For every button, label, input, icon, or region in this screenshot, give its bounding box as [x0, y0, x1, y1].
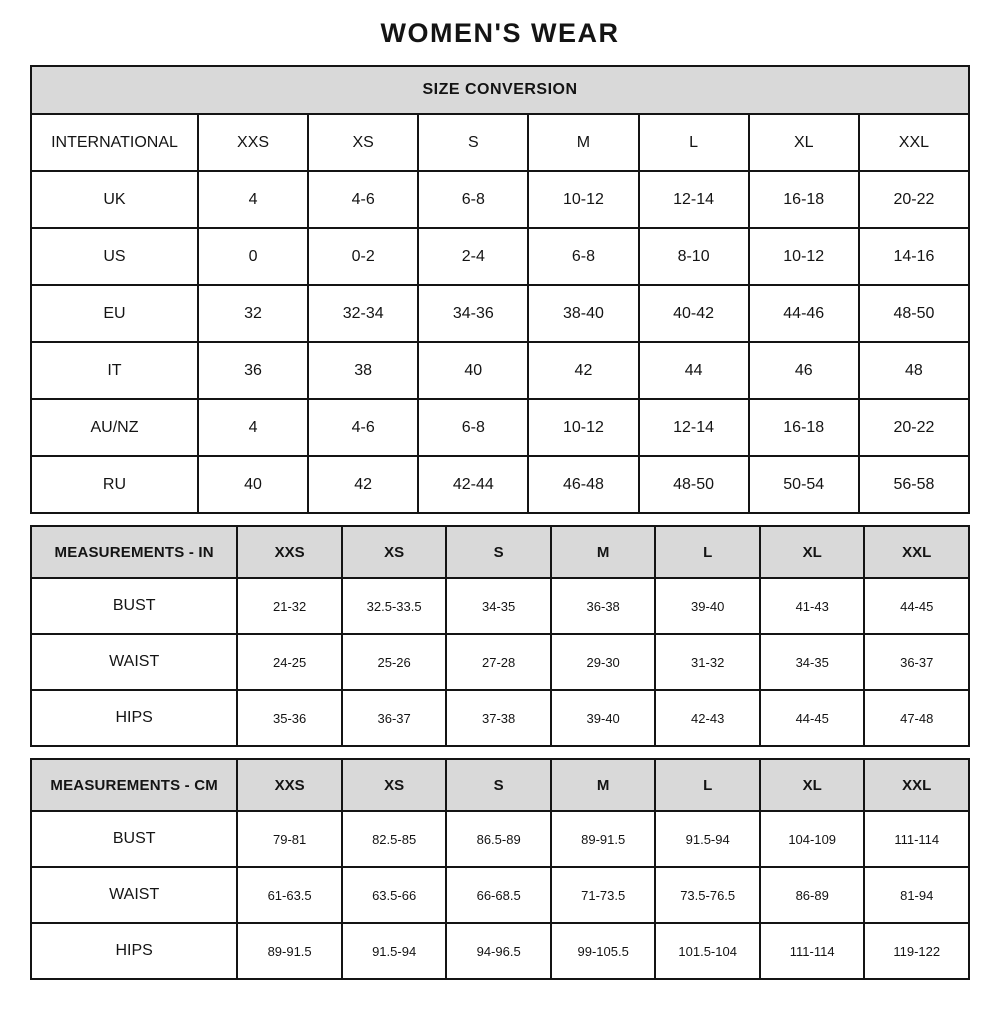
- value-cell: 50-54: [749, 456, 859, 513]
- value-cell: 86.5-89: [446, 811, 551, 867]
- value-cell: 48: [859, 342, 969, 399]
- value-cell: 39-40: [551, 690, 656, 746]
- value-cell: 31-32: [655, 634, 760, 690]
- measurements-cm-body: [31, 759, 969, 979]
- value-cell: 24-25: [237, 634, 342, 690]
- value-cell: 36-37: [864, 634, 969, 690]
- value-cell: 34-36: [418, 285, 528, 342]
- table-row: [31, 811, 969, 867]
- row-label: RU: [31, 456, 198, 513]
- value-cell: 4: [198, 399, 308, 456]
- value-cell: S: [418, 114, 528, 171]
- value-cell: 32.5-33.5: [342, 578, 447, 634]
- value-cell: 119-122: [864, 923, 969, 979]
- value-cell: 47-48: [864, 690, 969, 746]
- value-cell: 42-43: [655, 690, 760, 746]
- measurement-header-row: [31, 759, 969, 811]
- size-header-cell: XS: [342, 526, 447, 578]
- value-cell: 27-28: [446, 634, 551, 690]
- value-cell: 10-12: [528, 171, 638, 228]
- table-row: [31, 578, 969, 634]
- page-title: WOMEN'S WEAR: [380, 18, 620, 48]
- measurement-section-title: MEASUREMENTS - IN: [31, 526, 237, 578]
- value-cell: 46: [749, 342, 859, 399]
- value-cell: 36-37: [342, 690, 447, 746]
- value-cell: 20-22: [859, 399, 969, 456]
- value-cell: 16-18: [749, 399, 859, 456]
- table-row: [31, 690, 969, 746]
- value-cell: 34-35: [446, 578, 551, 634]
- value-cell: XXL: [859, 114, 969, 171]
- value-cell: 38-40: [528, 285, 638, 342]
- row-label: HIPS: [31, 690, 237, 746]
- size-header-cell: XXL: [864, 526, 969, 578]
- table-row: [31, 399, 969, 456]
- value-cell: 44: [639, 342, 749, 399]
- value-cell: 37-38: [446, 690, 551, 746]
- value-cell: 4-6: [308, 171, 418, 228]
- value-cell: 73.5-76.5: [655, 867, 760, 923]
- size-conversion-title: SIZE CONVERSION: [31, 66, 969, 114]
- value-cell: 41-43: [760, 578, 865, 634]
- section-header-row: [31, 66, 969, 114]
- row-label: AU/NZ: [31, 399, 198, 456]
- size-header-cell: M: [551, 526, 656, 578]
- table-row: [31, 285, 969, 342]
- value-cell: 91.5-94: [655, 811, 760, 867]
- value-cell: 40: [198, 456, 308, 513]
- value-cell: 10-12: [749, 228, 859, 285]
- table-row: [31, 634, 969, 690]
- size-header-cell: M: [551, 759, 656, 811]
- value-cell: 16-18: [749, 171, 859, 228]
- value-cell: 94-96.5: [446, 923, 551, 979]
- value-cell: 34-35: [760, 634, 865, 690]
- row-label: INTERNATIONAL: [31, 114, 198, 171]
- value-cell: 81-94: [864, 867, 969, 923]
- value-cell: 99-105.5: [551, 923, 656, 979]
- size-header-cell: XS: [342, 759, 447, 811]
- value-cell: 38: [308, 342, 418, 399]
- table-row: [31, 923, 969, 979]
- value-cell: M: [528, 114, 638, 171]
- value-cell: 89-91.5: [237, 923, 342, 979]
- table-row: [31, 456, 969, 513]
- value-cell: 91.5-94: [342, 923, 447, 979]
- value-cell: 42: [528, 342, 638, 399]
- row-label: IT: [31, 342, 198, 399]
- value-cell: 61-63.5: [237, 867, 342, 923]
- value-cell: XS: [308, 114, 418, 171]
- value-cell: 71-73.5: [551, 867, 656, 923]
- row-label: BUST: [31, 578, 237, 634]
- row-label: EU: [31, 285, 198, 342]
- value-cell: 48-50: [859, 285, 969, 342]
- value-cell: 32-34: [308, 285, 418, 342]
- value-cell: 6-8: [418, 399, 528, 456]
- value-cell: 21-32: [237, 578, 342, 634]
- value-cell: 82.5-85: [342, 811, 447, 867]
- row-label: BUST: [31, 811, 237, 867]
- value-cell: 4: [198, 171, 308, 228]
- size-conversion-table: [30, 65, 970, 514]
- value-cell: 63.5-66: [342, 867, 447, 923]
- size-header-cell: S: [446, 526, 551, 578]
- size-header-cell: XXL: [864, 759, 969, 811]
- value-cell: 12-14: [639, 399, 749, 456]
- value-cell: 111-114: [864, 811, 969, 867]
- measurements-cm-table: [30, 758, 970, 980]
- value-cell: 56-58: [859, 456, 969, 513]
- measurement-header-row: [31, 526, 969, 578]
- table-row: [31, 114, 969, 171]
- value-cell: 25-26: [342, 634, 447, 690]
- row-label: HIPS: [31, 923, 237, 979]
- row-label: US: [31, 228, 198, 285]
- value-cell: 111-114: [760, 923, 865, 979]
- value-cell: 0: [198, 228, 308, 285]
- value-cell: 39-40: [655, 578, 760, 634]
- size-header-cell: L: [655, 526, 760, 578]
- value-cell: 104-109: [760, 811, 865, 867]
- size-header-cell: XL: [760, 759, 865, 811]
- size-header-cell: XXS: [237, 526, 342, 578]
- value-cell: 40: [418, 342, 528, 399]
- value-cell: 42: [308, 456, 418, 513]
- value-cell: 14-16: [859, 228, 969, 285]
- value-cell: 101.5-104: [655, 923, 760, 979]
- value-cell: 40-42: [639, 285, 749, 342]
- value-cell: 32: [198, 285, 308, 342]
- size-header-cell: XXS: [237, 759, 342, 811]
- measurements-in-table: [30, 525, 970, 747]
- value-cell: 46-48: [528, 456, 638, 513]
- value-cell: 8-10: [639, 228, 749, 285]
- value-cell: XL: [749, 114, 859, 171]
- measurements-in-body: [31, 526, 969, 746]
- value-cell: 6-8: [528, 228, 638, 285]
- value-cell: 2-4: [418, 228, 528, 285]
- value-cell: 4-6: [308, 399, 418, 456]
- value-cell: 10-12: [528, 399, 638, 456]
- value-cell: 44-46: [749, 285, 859, 342]
- value-cell: 29-30: [551, 634, 656, 690]
- value-cell: 20-22: [859, 171, 969, 228]
- size-header-cell: S: [446, 759, 551, 811]
- value-cell: 36: [198, 342, 308, 399]
- value-cell: 48-50: [639, 456, 749, 513]
- table-row: [31, 867, 969, 923]
- table-row: [31, 171, 969, 228]
- row-label: WAIST: [31, 634, 237, 690]
- value-cell: 86-89: [760, 867, 865, 923]
- value-cell: 79-81: [237, 811, 342, 867]
- value-cell: 0-2: [308, 228, 418, 285]
- value-cell: 44-45: [760, 690, 865, 746]
- value-cell: 35-36: [237, 690, 342, 746]
- value-cell: 66-68.5: [446, 867, 551, 923]
- row-label: WAIST: [31, 867, 237, 923]
- value-cell: XXS: [198, 114, 308, 171]
- value-cell: 89-91.5: [551, 811, 656, 867]
- table-row: [31, 342, 969, 399]
- measurement-section-title: MEASUREMENTS - CM: [31, 759, 237, 811]
- size-header-cell: XL: [760, 526, 865, 578]
- value-cell: 42-44: [418, 456, 528, 513]
- value-cell: 44-45: [864, 578, 969, 634]
- size-header-cell: L: [655, 759, 760, 811]
- table-row: [31, 228, 969, 285]
- value-cell: 36-38: [551, 578, 656, 634]
- row-label: UK: [31, 171, 198, 228]
- value-cell: 12-14: [639, 171, 749, 228]
- size-conversion-body: [31, 66, 969, 513]
- value-cell: 6-8: [418, 171, 528, 228]
- value-cell: L: [639, 114, 749, 171]
